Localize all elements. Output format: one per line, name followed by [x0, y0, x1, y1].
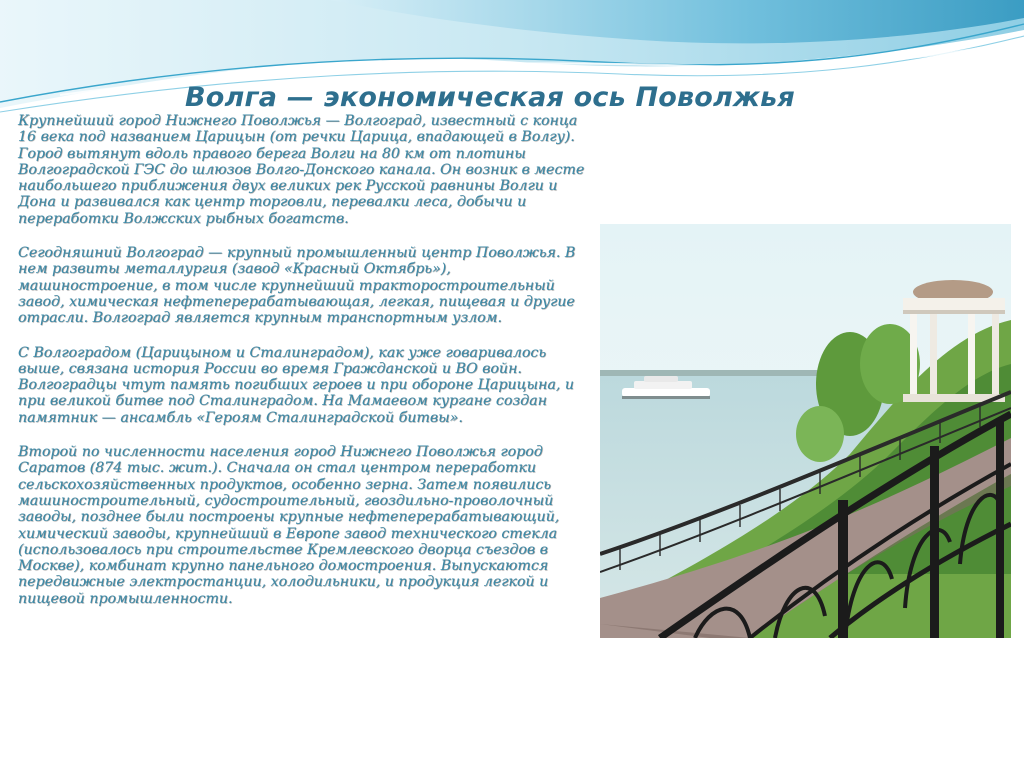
paragraph-volgograd-war-history: С Волгоградом (Царицыном и Сталинградом), как уже говаривалось выше, связана история России во время Гражданской и ВО войн. Волгоградцы чтут память погибших героев и при обороне Царицына, и при великой битве под Сталинградом. На Мамаевом кургане создан памятник — ансамбль «Героям Сталинградской битвы». [18, 344, 574, 426]
body-text [18, 113, 592, 625]
paragraph-volgograd-history: Крупнейший город Нижнего Поволжья — Волгоград, известный с конца 16 века под названием Царицын (от речки Царица, впадающей в Волгу). Город вытянут вдоль правого берега Волги на 80 км от плотины Волгоградской ГЭС до шлюзов Волго-Донского канала. Он возник в месте наибольшего приближения двух великих рек Русской равнины Волги и Дона и развивался как центр торговли, перевалки леса, добычи и переработки Волжских рыбных богатств. [18, 113, 585, 227]
paragraph-volgograd-industry: Сегодняшний Волгоград — крупный промышленный центр Поволжья. В нем развиты металлургия (завод «Красный Октябрь»), машиностроение, в том числе крупнейший тракторостроительный завод, химическая нефтеперерабатывающая, легкая, пищевая и другие отрасли. Волгоград является крупным транспортным узлом. [18, 245, 576, 327]
paragraph-saratov: Второй по численности населения город Нижнего Поволжья город Саратов (874 тыс. жит.). Сначала он стал центром переработки сельскохозяйственных продуктов, особенно зерна. Затем появились машиностроительный, судостроительный, гвоздильно-проволочный заводы, позднее были построены крупные нефтеперерабатывающий, химический заводы, крупнейший в Европе завод технического стекла (использовалось при строительстве Кремлевского дворца съездов в Москве), комбинат крупно панельного домостроения. Выпускаются передвижные электростанции, холодильники, и продукция легкой и пищевой промышленности. [18, 444, 560, 607]
volga-embankment-photo [600, 224, 1011, 638]
slide-title: Волга — экономическая ось Поволжья [185, 82, 795, 113]
